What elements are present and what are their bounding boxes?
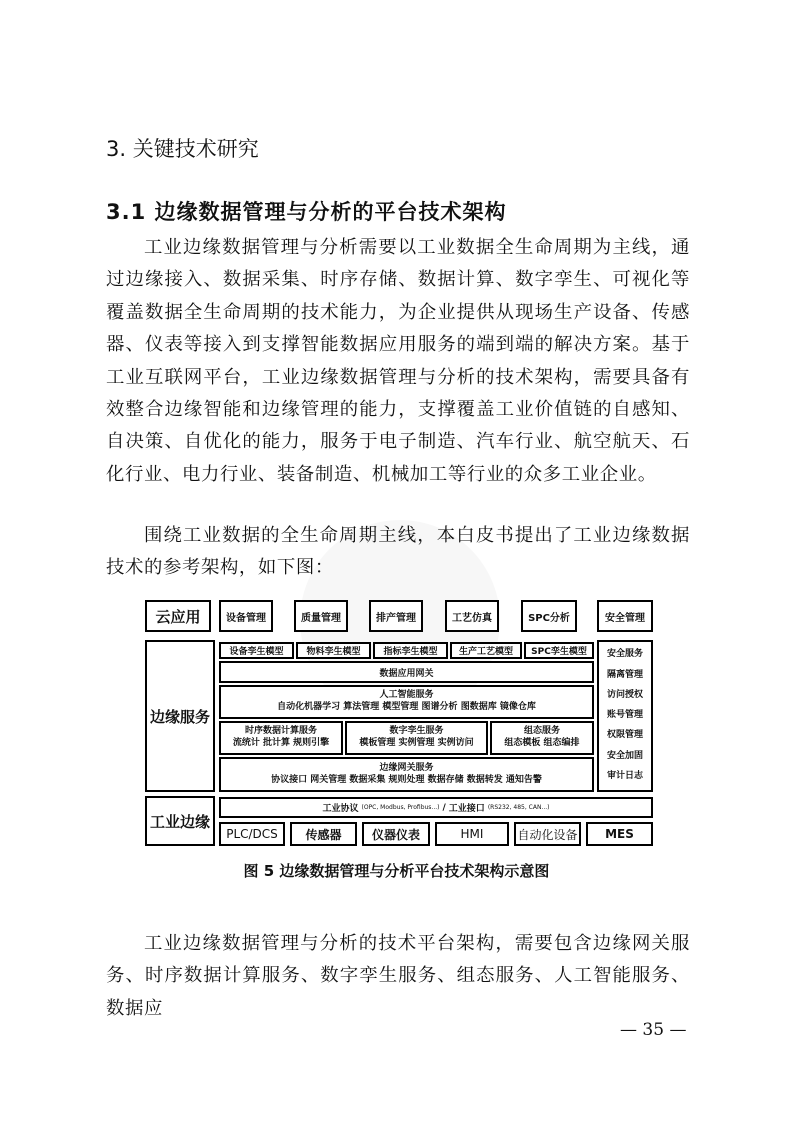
device-box: 仪器仪表 <box>362 822 430 846</box>
ts-service-title: 时序数据计算服务 <box>244 726 317 737</box>
security-item: 账号管理 <box>606 710 643 721</box>
data-app-gateway: 数据应用网关 <box>219 661 594 683</box>
cloud-item: 质量管理 <box>294 600 348 632</box>
cloud-item: 安全管理 <box>597 600 653 632</box>
ai-service-items: 自动化机器学习 算法管理 模型管理 图谱分析 图数据库 镜像仓库 <box>277 702 536 712</box>
config-service-title: 组态服务 <box>523 726 560 737</box>
subsection-heading: 3.1 边缘数据管理与分析的平台技术架构 <box>106 200 507 224</box>
protocol-note: (OPC, Modbus, Profibus...) <box>361 804 440 811</box>
twin-service-items: 模板管理 实例管理 实例访问 <box>359 738 474 748</box>
industrial-edge-label: 工业边缘 <box>145 796 215 846</box>
protocol-bar <box>219 797 653 818</box>
model-box: 设备孪生模型 <box>219 642 294 659</box>
edge-service-label: 边缘服务 <box>145 640 215 792</box>
cloud-app-label: 云应用 <box>145 600 211 632</box>
interface-note: (RS232, 485, CAN...) <box>487 804 550 811</box>
security-item: 隔离管理 <box>606 669 643 680</box>
model-box: 指标孪生模型 <box>373 642 448 659</box>
paragraph-3: 工业边缘数据管理与分析的技术平台架构，需要包含边缘网关服务、时序数据计算服务、数字孪生服务、组态服务、人工智能服务、数据应 <box>106 933 690 1019</box>
ai-service-title: 人工智能服务 <box>379 690 434 701</box>
cloud-item: 设备管理 <box>219 600 273 632</box>
config-service <box>490 721 594 755</box>
security-title: 安全服务 <box>606 649 643 660</box>
paragraph-1: 工业边缘数据管理与分析需要以工业数据全生命周期为主线，通过边缘接入、数据采集、时序存储、数据计算、数字孪生、可视化等覆盖数据全生命周期的技术能力，为企业提供从现场生产设备、传感器、仪表等接入到支撑智能数据应用服务的端到端的解决方案。基于工业互联网平台，工业边缘数据管理与分析的技术架构，需要具备有效整合边缘智能和边缘管理的能力，支撑覆盖工业价值链的自感知、自决策、自优化的能力，服务于电子制造、汽车行业、航空航天、石化行业、电力行业、装备制造、机械加工等行业的众多工业企业。 <box>106 237 690 485</box>
config-service-items: 组态模板 组态编排 <box>504 738 580 748</box>
model-box: SPC孪生模型 <box>524 642 594 659</box>
section-heading: 3. 关键技术研究 <box>106 137 259 161</box>
ts-service-items: 流统计 批计算 规则引擎 <box>232 738 330 748</box>
interface-label: 工业接口 <box>448 804 485 814</box>
ts-service <box>219 721 343 755</box>
paragraph-2: 围绕工业数据的全生命周期主线，本白皮书提出了工业边缘数据技术的参考架构，如下图： <box>106 525 690 579</box>
figure-caption: 图 5 边缘数据管理与分析平台技术架构示意图 <box>243 862 550 880</box>
security-item: 审计日志 <box>606 770 643 781</box>
ai-service <box>219 685 594 719</box>
cloud-item: 排产管理 <box>369 600 423 632</box>
architecture-diagram <box>145 598 655 848</box>
gateway-service <box>219 757 594 792</box>
device-box: PLC/DCS <box>219 822 285 846</box>
device-box: MES <box>586 822 653 846</box>
cloud-item: 工艺仿真 <box>445 600 499 632</box>
device-box: 传感器 <box>290 822 357 846</box>
model-box: 生产工艺模型 <box>450 642 522 659</box>
page-number: — 35 — <box>620 1020 687 1040</box>
twin-service <box>345 721 488 755</box>
cloud-item: SPC分析 <box>521 600 577 632</box>
gateway-service-items: 协议接口 网关管理 数据采集 规则处理 数据存储 数据转发 通知告警 <box>271 774 542 785</box>
security-item: 权限管理 <box>606 730 643 741</box>
device-box: 自动化设备 <box>514 822 581 846</box>
security-service <box>597 640 653 792</box>
device-box: HMI <box>435 822 509 846</box>
security-item: 访问授权 <box>606 689 643 700</box>
security-item: 安全加固 <box>606 750 643 761</box>
gateway-service-title: 边缘网关服务 <box>379 762 434 773</box>
model-box: 物料孪生模型 <box>296 642 371 659</box>
separator: / <box>442 802 446 813</box>
twin-service-title: 数字孪生服务 <box>389 726 444 737</box>
protocol-label: 工业协议 <box>322 804 359 814</box>
